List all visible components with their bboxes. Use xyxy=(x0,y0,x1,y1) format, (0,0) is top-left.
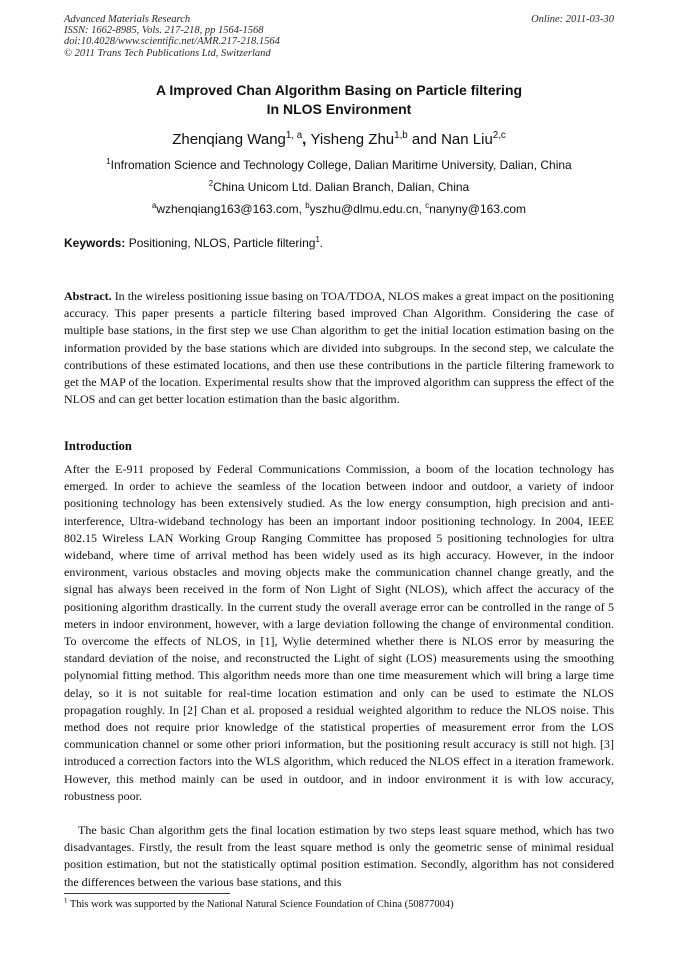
keywords-text: Positioning, NLOS, Particle filtering xyxy=(125,236,316,250)
keywords-end: . xyxy=(319,236,324,250)
abstract-text: In the wireless positioning issue basing on TOA/TDOA, NLOS makes a great impact on the positioning accuracy. This paper presents a particle filtering based improved Chan Algorithm. Considering the case of multiple base stations, in the first step we use Chan algorithm to get the initial location estimation basing on the information provided by the base stations which are divided into subgroups. In the second step, we calculate the contributions of these estimated locations, and then use these contributions in the particle filtering framework to get the MAP of the location. Experimental results show that the improved algorithm can suppress the effect of the NLOS and can get better location estimation than the basic algorithm. xyxy=(64,289,617,407)
author-list xyxy=(64,130,614,150)
abstract-label: Abstract. xyxy=(64,289,112,303)
title-line-2: In NLOS Environment xyxy=(266,101,412,117)
author-affil-mark: 1,b xyxy=(394,130,408,141)
intro-paragraph-2: The basic Chan algorithm gets the final location estimation by two steps least square method, which has two disadvantages. Firstly, the result from the least square method is only the geometric sense of minimal residual position estimation, but not the statistically optimal position estimation. Secondly, algorithm has not considered the differences between the various base stations, and this xyxy=(64,823,614,889)
online-date: Online: 2011-03-30 xyxy=(531,14,614,25)
affiliation-1 xyxy=(64,157,614,173)
email-link[interactable]: nanyny@163.com xyxy=(429,202,527,216)
journal-name: Advanced Materials Research xyxy=(64,14,191,25)
section-heading-introduction: Introduction xyxy=(64,439,132,453)
paper-title xyxy=(64,81,614,119)
issn-line: ISSN: 1662-8985, Vols. 217-218, pp 1564-1568 xyxy=(64,25,264,37)
footnote-divider xyxy=(64,893,230,894)
journal-header xyxy=(64,14,280,59)
affiliation-text: Infromation Science and Technology College, Dalian Maritime University, Dalian, China xyxy=(110,158,572,172)
footnote-mark: 1 xyxy=(64,897,68,905)
footnote xyxy=(64,898,454,911)
author-affil-mark: 2,c xyxy=(492,130,506,141)
affiliation-mark: 1 xyxy=(106,157,111,166)
affiliation-text: China Unicom Ltd. Dalian Branch, Dalian, China xyxy=(213,180,470,194)
author-name: Nan Liu xyxy=(441,131,493,148)
email-link[interactable]: yszhu@dlmu.edu.cn, xyxy=(309,202,426,216)
keywords-footnote-mark: 1 xyxy=(315,235,320,244)
affiliation-2 xyxy=(64,179,614,195)
doi-line: doi:10.4028/www.scientific.net/AMR.217-218.1564 xyxy=(64,36,280,48)
keywords-line xyxy=(64,235,323,251)
email-mark: b xyxy=(305,201,310,210)
email-list xyxy=(64,201,614,217)
keywords-label: Keywords: xyxy=(64,236,126,250)
email-mark: a xyxy=(151,201,157,210)
intro-paragraph-1: After the E-911 proposed by Federal Communications Commission, a boom of the location technology has emerged. In order to achieve the seamless of the location between indoor and outdoor, a variety of indoor positioning technology has been extensively studied. As the low energy consumption, high precision and anti-interference, Ultra-wideband technology has been an important indoor positioning technology. In 2004, IEEE 802.15 Wireless LAN Working Group Ranging Committee has proposed 5 positioning technologies for ultra wideband, where time of arrival method has been widely used as its high accuracy. However, in the indoor environment, various obstacles and moving objects make the communication channel change greatly, and the signal has always been received in the form of Non Light of Sight (NLOS), which affect the accuracy of the positioning algorithm drastically. In the current study the overall average error can be controlled in the range of 5 meters in indoor environment, however, with a large deviation following the change of environmental condition. To overcome the effects of NLOS, in [1], Wylie determined whether there is NLOS error by measuring the standard deviation of the noise, and reconstructed the Light of sight (LOS) measurements using the smoothing polynomial fitting method. This algorithm needs more than one time measurement which will bring a large time delay, so it is not suitable for real-time location estimation and only can be used to estimate the NLOS propagation roughly. In [2] Chan et al. proposed a residual weighted algorithm to reduce the NLOS noise. This method does not require prior knowledge of the statistical properties of measurement error from the LOS communication channel or some other priori information, but the positioning result accuracy is still not high. [3] introduced a correction factors into the WLS algorithm, which reduced the NLOS effect in a iteration framework. However, this method mainly can be used in outdoor, and in indoor environment it is with low accuracy, robustness poor. xyxy=(64,462,614,803)
email-mark: c xyxy=(425,201,430,210)
author-affil-mark: 1, a xyxy=(285,130,303,141)
copyright-line: © 2011 Trans Tech Publications Ltd, Switzerland xyxy=(64,47,271,59)
abstract-paragraph xyxy=(64,288,617,408)
footnote-text: This work was supported by the National Natural Science Foundation of China (50877004) xyxy=(67,899,454,910)
title-line-1: A Improved Chan Algorithm Basing on Particle filtering xyxy=(155,82,523,98)
email-link[interactable]: wzhenqiang163@163.com, xyxy=(156,202,306,216)
author-separator: , xyxy=(302,131,311,148)
author-name: Yisheng Zhu xyxy=(310,131,395,148)
author-name: Zhenqiang Wang xyxy=(172,131,286,148)
author-separator: and xyxy=(407,131,442,148)
affiliation-mark: 2 xyxy=(208,179,214,188)
